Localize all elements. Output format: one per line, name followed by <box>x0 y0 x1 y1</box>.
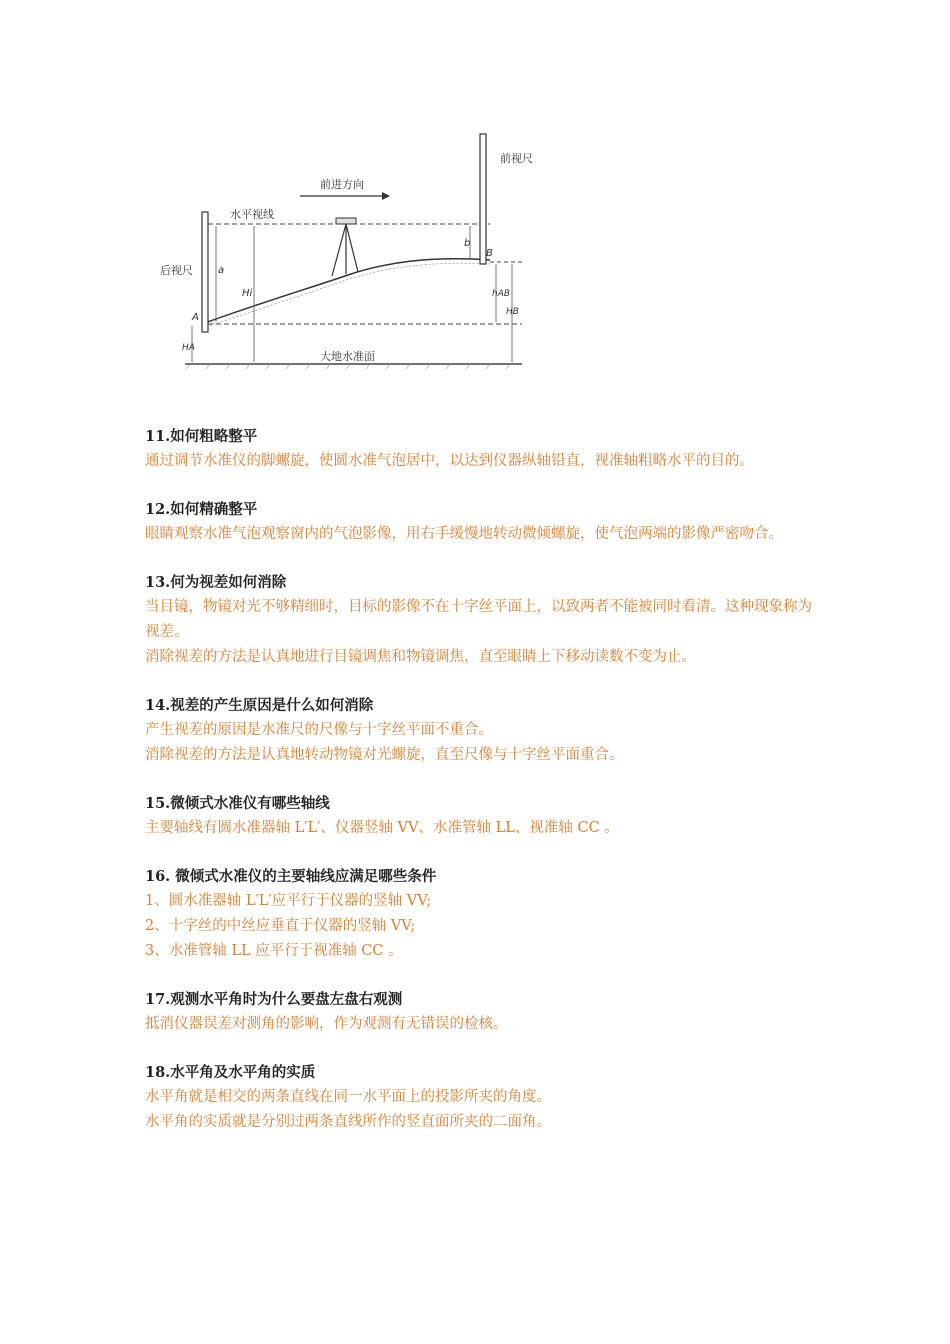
qa-section <box>145 693 825 768</box>
question-heading: 17.观测水平角时为什么要盘左盘右观测 <box>145 991 403 1008</box>
answer-paragraph: 消除视差的方法是认真地进行目镜调焦和物镜调焦，直至眼睛上下移动读数不变为止。 <box>145 649 696 665</box>
answer-paragraph: 水平角就是相交的两条直线在同一水平面上的投影所夹的角度。 <box>145 1089 551 1105</box>
answer-paragraph: 主要轴线有圆水准器轴 L′L′、仪器竖轴 VV、水准管轴 LL、视准轴 CC 。 <box>145 820 619 836</box>
label-hab: hAB <box>492 289 511 299</box>
direction-label: 前进方向 <box>320 178 364 191</box>
answer-paragraph: 抵消仪器误差对测角的影响，作为观测有无错误的检核。 <box>145 1016 508 1032</box>
qa-section <box>145 570 825 670</box>
qa-section <box>145 424 825 474</box>
question-heading: 11.如何粗略整平 <box>145 428 258 445</box>
qa-section <box>145 1060 825 1135</box>
label-hb: HB <box>506 307 519 317</box>
label-hi: Hi <box>242 288 253 299</box>
question-heading: 12.如何精确整平 <box>145 501 258 518</box>
answer-paragraph: 产生视差的原因是水准尺的尺像与十字丝平面不重合。 <box>145 722 493 738</box>
label-a: a <box>218 265 225 276</box>
question-heading: 14.视差的产生原因是什么如何消除 <box>145 697 374 714</box>
question-heading: 13.何为视差如何消除 <box>145 574 287 591</box>
qa-section <box>145 791 825 841</box>
label-b: b <box>464 238 471 249</box>
back-rod-label: 后视尺 <box>160 264 193 277</box>
point-b-label: B <box>486 248 493 259</box>
point-a-label: A <box>192 312 199 323</box>
answer-paragraph: 3、水准管轴 LL 应平行于视准轴 CC 。 <box>145 943 403 959</box>
answer-paragraph: 1、圆水准器轴 L′L′应平行于仪器的竖轴 VV; <box>145 893 432 909</box>
answer-paragraph: 消除视差的方法是认真地转动物镜对光螺旋，直至尺像与十字丝平面重合。 <box>145 747 624 763</box>
label-ha: HA <box>182 343 195 353</box>
qa-section <box>145 987 825 1037</box>
qa-section <box>145 864 825 964</box>
question-heading: 15.微倾式水准仪有哪些轴线 <box>145 795 330 812</box>
answer-paragraph: 眼睛观察水准气泡观察窗内的气泡影像，用右手缓慢地转动微倾螺旋，使气泡两端的影像严密吻合。 <box>145 526 783 542</box>
answer-paragraph: 2、十字丝的中丝应垂直于仪器的竖轴 VV; <box>145 918 416 934</box>
datum-label: 大地水准面 <box>320 350 375 363</box>
leveling-diagram <box>150 128 540 380</box>
qa-list <box>145 424 825 1158</box>
question-heading: 16. 微倾式水准仪的主要轴线应满足哪些条件 <box>145 868 437 885</box>
answer-paragraph: 当目镜，物镜对光不够精细时，目标的影像不在十字丝平面上，以致两者不能被同时看清。这种现象称为视差。 <box>145 599 812 640</box>
answer-paragraph: 通过调节水准仪的脚螺旋，使圆水准气泡居中，以达到仪器纵轴铅直，视准轴粗略水平的目的。 <box>145 453 754 469</box>
sight-line-label: 水平视线 <box>230 208 274 221</box>
front-rod-label: 前视尺 <box>500 152 533 165</box>
answer-paragraph: 水平角的实质就是分别过两条直线所作的竖直面所夹的二面角。 <box>145 1114 551 1130</box>
qa-section <box>145 497 825 547</box>
question-heading: 18.水平角及水平角的实质 <box>145 1064 316 1081</box>
